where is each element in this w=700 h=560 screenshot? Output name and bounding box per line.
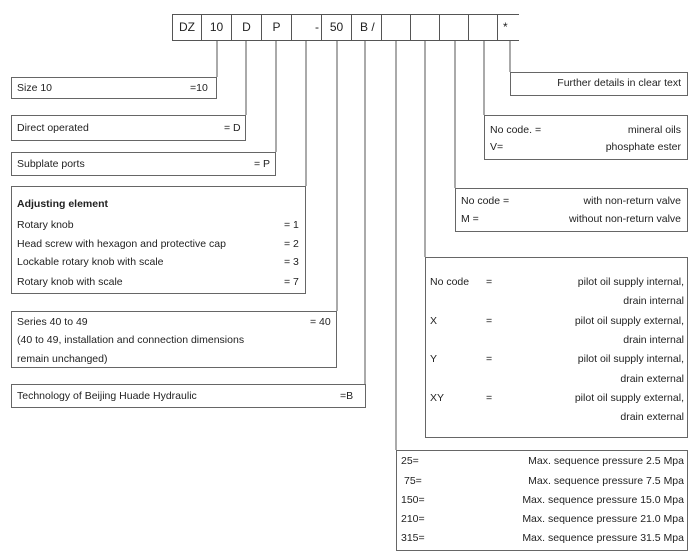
further-details-text: Further details in clear text: [557, 77, 681, 89]
code-cell-10: [439, 14, 469, 41]
ports-box: [11, 152, 276, 176]
pilot-line1: pilot oil supply external,: [574, 315, 684, 327]
code-cell-11: [468, 14, 498, 41]
operation-label: Direct operated: [17, 122, 89, 134]
code-cell-12: *: [497, 14, 519, 41]
adjusting-element-box: [11, 186, 306, 294]
code-cell-2: 10: [201, 14, 232, 41]
adjusting-item-label: Lockable rotary knob with scale: [17, 256, 164, 268]
fluid-label: phosphate ester: [605, 141, 681, 153]
fluid-code: No code. =: [490, 124, 542, 136]
valve-code: M =: [461, 213, 479, 225]
fluid-box: [484, 115, 688, 160]
valve-code: No code =: [461, 195, 510, 207]
ports-code: = P: [254, 158, 271, 170]
pilot-eq: =: [486, 353, 493, 365]
technology-label: Technology of Beijing Huade Hydraulic: [17, 390, 197, 402]
series-note-line1: (40 to 49, installation and connection dimensions: [17, 334, 245, 346]
pressure-code: 315=: [401, 532, 425, 544]
pressure-label: Max. sequence pressure 7.5 Mpa: [528, 475, 684, 487]
pilot-line2: drain external: [620, 411, 684, 423]
series-note-line2: remain unchanged): [17, 353, 108, 365]
pilot-eq: =: [486, 276, 493, 288]
further-details-box: [510, 72, 688, 96]
code-cell-6: 50: [321, 14, 352, 41]
valve-label: with non-return valve: [583, 195, 681, 207]
adjusting-item-label: Rotary knob with scale: [17, 276, 123, 288]
pilot-code: XY: [430, 392, 445, 404]
pilot-code: X: [430, 315, 438, 327]
pilot-line2: drain external: [620, 373, 684, 385]
pilot-line1: pilot oil supply internal,: [577, 353, 684, 365]
pressure-label: Max. sequence pressure 21.0 Mpa: [522, 513, 684, 525]
pilot-code: No code: [430, 276, 470, 288]
pressure-label: Max. sequence pressure 31.5 Mpa: [522, 532, 684, 544]
adjusting-item-code: = 2: [284, 238, 299, 250]
pilot-code: Y: [430, 353, 438, 365]
pressure-code: 150=: [401, 494, 425, 506]
technology-code: =B: [340, 390, 354, 402]
pressure-code: 25=: [401, 455, 419, 467]
valve-box: [455, 188, 688, 232]
pilot-line1: pilot oil supply external,: [574, 392, 684, 404]
adjusting-item-label: Rotary knob: [17, 219, 74, 231]
code-cell-8: [381, 14, 411, 41]
code-cell-9: [410, 14, 440, 41]
size-box: [11, 77, 217, 99]
adjusting-item-code: = 1: [284, 219, 299, 231]
code-cell-3: D: [231, 14, 262, 41]
code-cell-4: P: [261, 14, 292, 41]
fluid-label: mineral oils: [627, 124, 681, 136]
technology-box: [11, 384, 366, 408]
pilot-line2: drain internal: [623, 295, 684, 307]
code-cell-1: DZ: [172, 14, 202, 41]
ports-label: Subplate ports: [17, 158, 85, 170]
pilot-eq: =: [486, 392, 493, 404]
code-cell-5: -: [291, 14, 322, 41]
operation-code: = D: [224, 122, 241, 134]
series-box: [11, 311, 337, 368]
adjusting-item-code: = 3: [284, 256, 299, 268]
pressure-code: 210=: [401, 513, 425, 525]
series-label: Series 40 to 49: [17, 316, 88, 328]
size-code: =10: [190, 82, 208, 94]
operation-box: [11, 115, 246, 141]
adjusting-item-label: Head screw with hexagon and protective cap: [17, 238, 226, 250]
adjusting-item-code: = 7: [284, 276, 299, 288]
size-label: Size 10: [17, 82, 53, 94]
pressure-label: Max. sequence pressure 15.0 Mpa: [522, 494, 684, 506]
series-code: = 40: [310, 316, 331, 328]
pilot-line1: pilot oil supply internal,: [577, 276, 684, 288]
pressure-code: 75=: [404, 475, 422, 487]
fluid-code: V=: [490, 141, 504, 153]
adjusting-title: Adjusting element: [17, 198, 109, 210]
valve-label: without non-return valve: [568, 213, 681, 225]
pressure-box: [396, 450, 688, 551]
code-cell-7: B /: [351, 14, 382, 41]
pilot-oil-box: [425, 257, 688, 438]
pressure-label: Max. sequence pressure 2.5 Mpa: [528, 455, 684, 467]
pilot-eq: =: [486, 315, 493, 327]
pilot-line2: drain internal: [623, 334, 684, 346]
